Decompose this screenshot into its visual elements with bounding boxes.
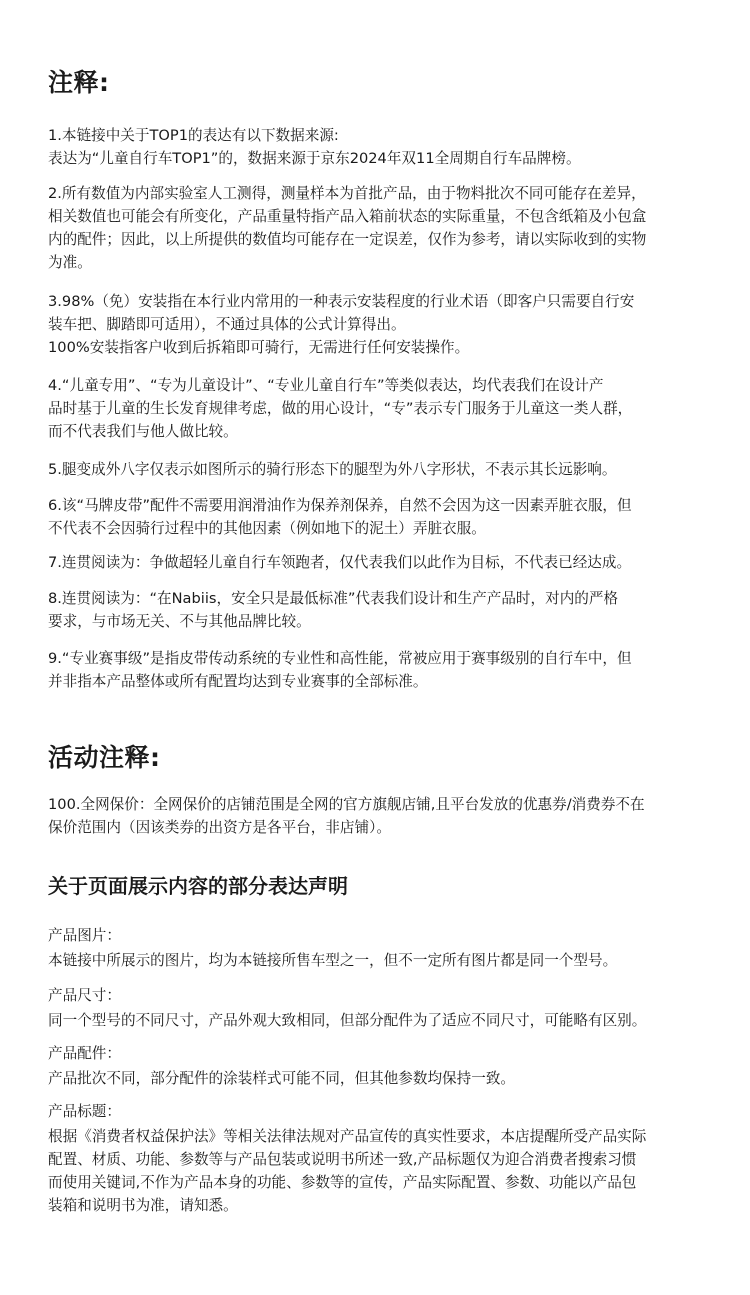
note-line: 相关数值也可能会有所变化，产品重量特指产品入箱前状态的实际重量，不包含纸箱及小包盒	[48, 208, 647, 225]
statement-line: 本链接中所展示的图片，均为本链接所售车型之一，但不一定所有图片都是同一个型号。	[48, 952, 618, 969]
statement-label: 产品配件：	[48, 1045, 121, 1062]
statement-accessories	[48, 1040, 708, 1090]
note-line: 表达为“儿童自行车TOP1”的，数据来源于京东2024年双11全周期自行车品牌榜。	[48, 150, 581, 167]
note-item-2	[48, 182, 708, 274]
note-line: 6.该“马牌皮带”配件不需要用润滑油作为保养剂保养，自然不会因为这一因素弄脏衣服，但	[48, 497, 632, 514]
note-item-6	[48, 494, 708, 540]
activity-line: 100.全网保价：全网保价的店铺范围是全网的官方旗舰店铺,且平台发放的优惠券/消费券不在	[48, 796, 645, 813]
note-line: 100%安装指客户收到后拆箱即可骑行，无需进行任何安装操作。	[48, 339, 470, 356]
note-line: 要求，与市场无关、不与其他品牌比较。	[48, 613, 311, 630]
note-line: 2.所有数值为内部实验室人工测得，测量样本为首批产品，由于物料批次不同可能存在差异，	[48, 185, 646, 202]
statement-label: 产品标题：	[48, 1103, 121, 1120]
statement-line: 装箱和说明书为准，请知悉。	[48, 1197, 238, 1214]
statement-images	[48, 922, 708, 972]
note-line: 3.98%（免）安装指在本行业内常用的一种表示安装程度的行业术语（即客户只需要自行安	[48, 293, 635, 310]
note-line: 内的配件；因此，以上所提供的数值均可能存在一定误差，仅作为参考，请以实际收到的实物	[48, 231, 647, 248]
statement-line: 同一个型号的不同尺寸，产品外观大致相同，但部分配件为了适应不同尺寸，可能略有区别。	[48, 1012, 647, 1029]
activity-line: 保价范围内（因该类券的出资方是各平台，非店铺）。	[48, 819, 391, 836]
statement-line: 产品批次不同，部分配件的涂装样式可能不同，但其他参数均保持一致。	[48, 1070, 516, 1087]
note-item-3	[48, 290, 708, 359]
activity-heading: 活动注释:	[48, 743, 161, 772]
note-line: 并非指本产品整体或所有配置均达到专业赛事的全部标准。	[48, 673, 428, 690]
note-line: 品时基于儿童的生长发育规律考虑，做的用心设计，“专”表示专门服务于儿童这一类人群，	[48, 400, 633, 417]
note-item-4	[48, 374, 708, 443]
statement-label: 产品图片：	[48, 927, 121, 944]
note-item-5	[48, 458, 708, 481]
statement-line: 而使用关键词,不作为产品本身的功能、参数等的宣传，产品实际配置、参数、功能以产品包	[48, 1174, 637, 1191]
note-line: 1.本链接中关于TOP1的表达有以下数据来源:	[48, 127, 339, 144]
note-item-7	[48, 551, 708, 574]
note-line: 9.“专业赛事级”是指皮带传动系统的专业性和高性能，常被应用于赛事级别的自行车中，但	[48, 650, 632, 667]
note-item-8	[48, 587, 708, 633]
activity-note	[48, 793, 708, 839]
statement-line: 根据《消费者权益保护法》等相关法律法规对产品宣传的真实性要求，本店提醒所受产品实际	[48, 1128, 647, 1145]
statement-label: 产品尺寸：	[48, 987, 121, 1004]
note-line: 为准。	[48, 254, 92, 271]
statement-sizes	[48, 982, 708, 1032]
note-line: 5.腿变成外八字仅表示如图所示的骑行形态下的腿型为外八字形状，不表示其长远影响。	[48, 461, 617, 478]
statement-line: 配置、材质、功能、参数等与产品包装或说明书所述一致,产品标题仅为迎合消费者搜索习惯	[48, 1151, 637, 1168]
note-line: 7.连贯阅读为：争做超轻儿童自行车领跑者，仅代表我们以此作为目标，不代表已经达成。	[48, 554, 632, 571]
notes-heading: 注释:	[48, 68, 110, 97]
note-line: 不代表不会因骑行过程中的其他因素（例如地下的泥土）弄脏衣服。	[48, 520, 486, 537]
note-item-1	[48, 124, 708, 170]
statement-heading: 关于页面展示内容的部分表达声明	[48, 874, 348, 898]
note-line: 4.“儿童专用”、“专为儿童设计”、“专业儿童自行车”等类似表达，均代表我们在设计产	[48, 377, 604, 394]
note-item-9	[48, 647, 708, 693]
note-line: 8.连贯阅读为：“在Nabiis，安全只是最低标准”代表我们设计和生产产品时，对内的严格	[48, 590, 619, 607]
note-line: 而不代表我们与他人做比较。	[48, 423, 238, 440]
note-line: 装车把、脚踏即可适用），不通过具体的公式计算得出。	[48, 316, 406, 333]
statement-title	[48, 1098, 708, 1217]
